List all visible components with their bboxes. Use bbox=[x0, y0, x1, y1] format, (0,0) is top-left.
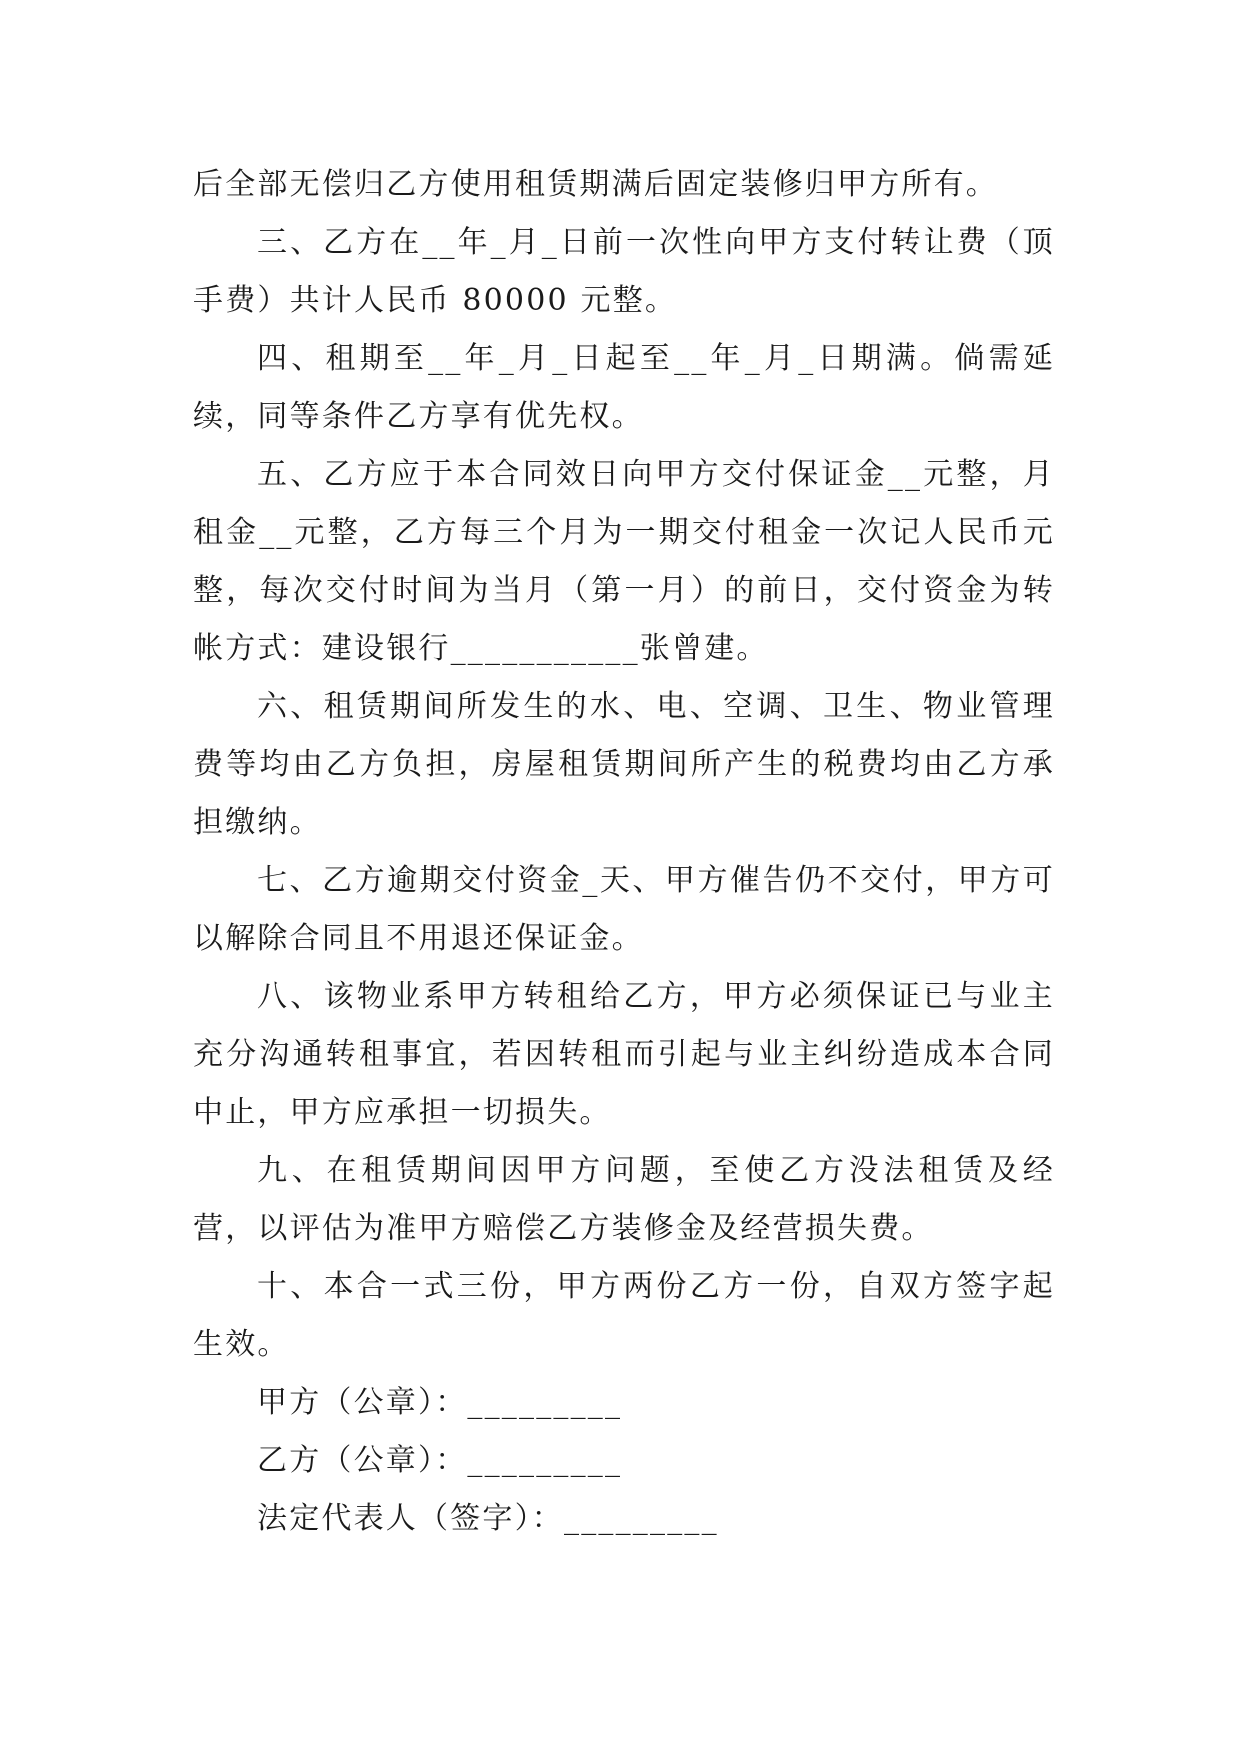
paragraph-clause-9: 九、在租赁期间因甲方问题，至使乙方没法租赁及经营，以评估为准甲方赔偿乙方装修金及经营损失费。 bbox=[193, 1153, 1055, 1246]
paragraph-clause-3: 三、乙方在__年_月_日前一次性向甲方支付转让费（顶手费）共计人民币 80000 元整。 bbox=[193, 225, 1055, 318]
paragraph-clause-7: 七、乙方逾期交付资金_天、甲方催告仍不交付，甲方可以解除合同且不用退还保证金。 bbox=[193, 863, 1055, 956]
paragraph-clause-6: 六、租赁期间所发生的水、电、空调、卫生、物业管理费等均由乙方负担，房屋租赁期间所产生的税费均由乙方承担缴纳。 bbox=[193, 689, 1055, 840]
paragraph-clause-4: 四、租期至__年_月_日起至__年_月_日期满。倘需延续，同等条件乙方享有优先权。 bbox=[193, 341, 1055, 434]
paragraph-clause-10: 十、本合一式三份，甲方两份乙方一份，自双方签字起生效。 bbox=[193, 1269, 1055, 1362]
paragraph-clause-5: 五、乙方应于本合同效日向甲方交付保证金__元整，月租金__元整，乙方每三个月为一期交付租金一次记人民币元整，每次交付时间为当月（第一月）的前日，交付资金为转帐方式：建设银行___________张曾建。 bbox=[193, 457, 1055, 666]
paragraph-clause-8: 八、该物业系甲方转租给乙方，甲方必须保证已与业主充分沟通转租事宜，若因转租而引起与业主纠纷造成本合同中止，甲方应承担一切损失。 bbox=[193, 979, 1055, 1130]
contract-body bbox=[193, 156, 1055, 1548]
signature-party-b: 乙方（公章）：_________ bbox=[257, 1443, 623, 1478]
paragraph-continuation: 后全部无偿归乙方使用租赁期满后固定装修归甲方所有。 bbox=[193, 167, 998, 202]
signature-legal-representative: 法定代表人（签字）：_________ bbox=[257, 1501, 719, 1536]
signature-party-a: 甲方（公章）：_________ bbox=[257, 1385, 623, 1420]
